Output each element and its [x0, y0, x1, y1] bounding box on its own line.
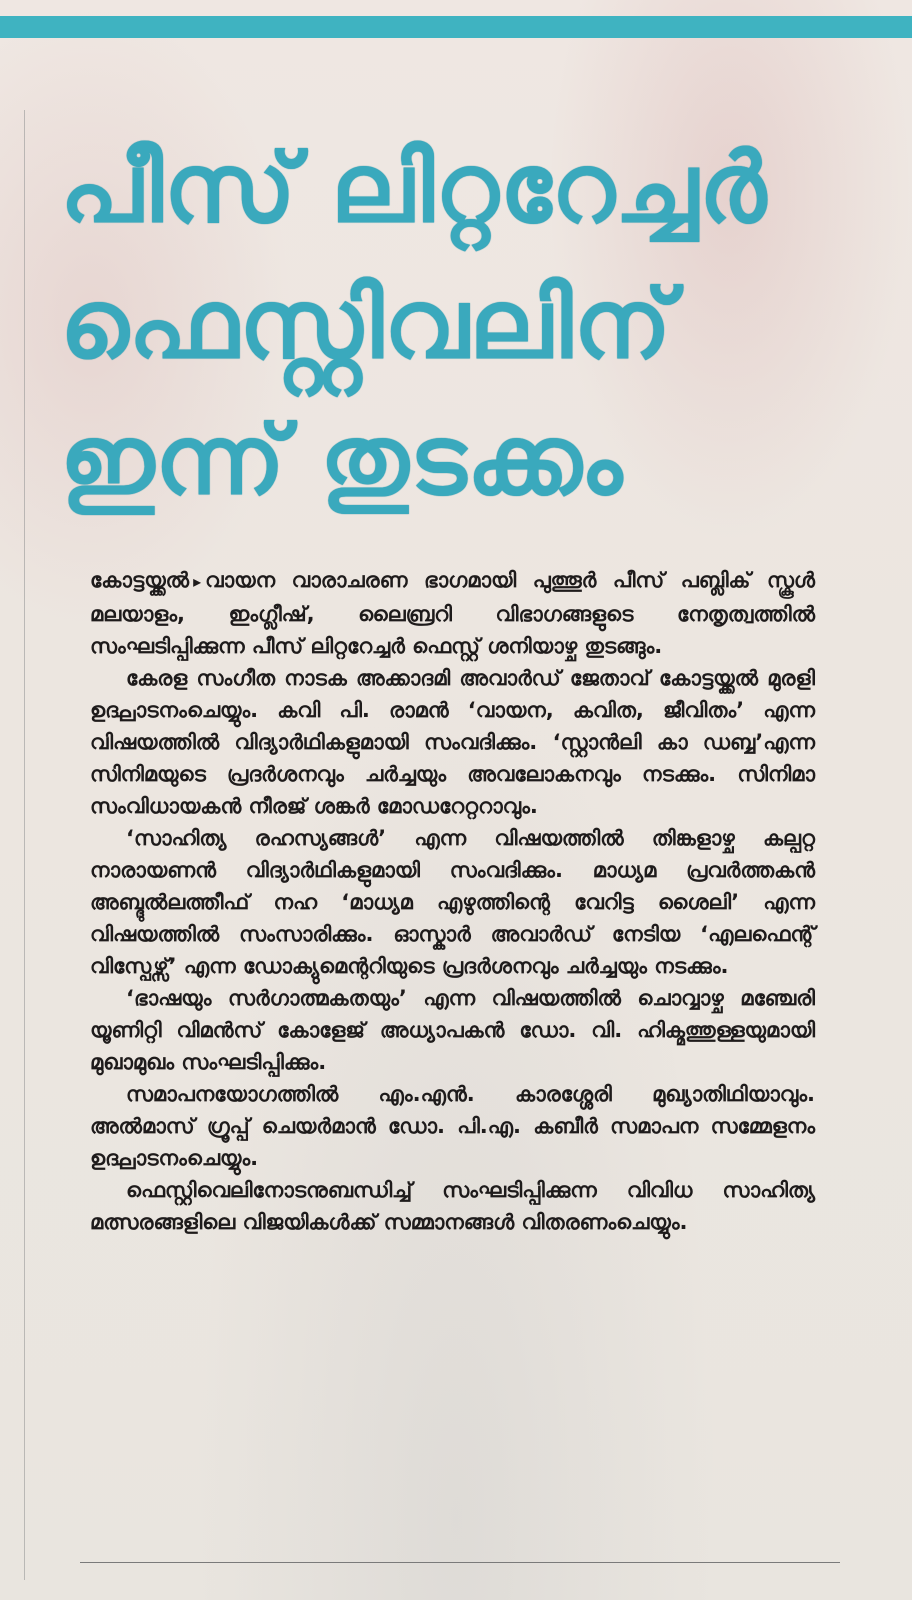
dateline-arrow-icon: ▸	[193, 572, 202, 591]
article-paragraph-4: ‘ഭാഷയും സർഗാത്മകതയും’ എന്ന വിഷയത്തിൽ ചൊവ്വാഴ്ച മഞ്ചേരി യൂണിറ്റി വിമൻസ് കോളേജ് അധ്യാപകൻ ഡോ. വി. ഹിക്മത്തുള്ളയുമായി മുഖാമുഖം സംഘടിപ്പിക്കും.	[90, 986, 815, 1074]
article-paragraph-6: ഫെസ്റ്റിവെലിനോടനുബന്ധിച്ച് സംഘടിപ്പിക്കുന്ന വിവിധ സാഹിത്യ മത്സരങ്ങളിലെ വിജയികൾക്ക് സമ്മാനങ്ങൾ വിതരണംചെയ്യും.	[90, 1178, 815, 1234]
bottom-rule	[80, 1562, 840, 1563]
headline	[60, 120, 890, 528]
column-divider	[24, 110, 25, 1580]
headline-line-1: പീസ് ലിറ്ററേച്ചർ	[60, 132, 768, 244]
dateline: കോട്ടയ്ക്കൽ	[90, 568, 190, 592]
article-paragraph-2: കേരള സംഗീത നാടക അക്കാദമി അവാർഡ് ജേതാവ് കോട്ടയ്ക്കൽ മുരളി ഉദ്ഘാടനംചെയ്യും. കവി പി. രാമൻ ‘വായന, കവിത, ജീവിതം’ എന്ന വിഷയത്തിൽ വിദ്യാർഥികളുമായി സംവദിക്കും. ‘സ്റ്റാൻലി കാ ഡബ്ബ’എന്ന സിനിമയുടെ പ്രദർശനവും ചർച്ചയും അവലോകനവും നടക്കും. സിനിമാ സംവിധായകൻ നീരജ് ശങ്കർ മോഡറേറ്ററാവും.	[90, 666, 815, 818]
paragraph-1-text: വായന വാരാചരണ ഭാഗമായി പുത്തൂർ പീസ് പബ്ലിക് സ്കൂൾ മലയാളം, ഇംഗ്ലീഷ്, ലൈബ്രറി വിഭാഗങ്ങളുടെ നേതൃത്വത്തിൽ സംഘടിപ്പിക്കുന്ന പീസ് ലിറ്ററേച്ചർ ഫെസ്റ്റ് ശനിയാഴ്ച തുടങ്ങും.	[90, 568, 815, 658]
article-paragraph-3: ‘സാഹിത്യ രഹസ്യങ്ങൾ’ എന്ന വിഷയത്തിൽ തിങ്കളാഴ്ച കല്പറ്റ നാരായണൻ വിദ്യാർഥികളുമായി സംവദിക്കും. മാധ്യമ പ്രവർത്തകൻ അബ്ദുൽലത്തീഫ് നഹ ‘മാധ്യമ എഴുത്തിന്റെ വേറിട്ട ശൈലി’ എന്ന വിഷയത്തിൽ സംസാരിക്കും. ഓസ്കാർ അവാർഡ് നേടിയ ‘എലഫെന്റ് വിസ്പേഴ്സ്’ എന്ന ഡോക്യുമെന്ററിയുടെ പ്രദർശനവും ചർച്ചയും നടക്കും.	[90, 826, 815, 978]
headline-line-2: ഫെസ്റ്റിവലിന്	[60, 268, 673, 380]
headline-line-3: ഇന്ന് തുടക്കം	[60, 404, 624, 516]
article-paragraph-1	[90, 564, 815, 662]
top-color-rule	[0, 16, 912, 38]
article-body	[90, 564, 815, 1238]
article-paragraph-5: സമാപനയോഗത്തിൽ എം.എൻ. കാരശ്ശേരി മുഖ്യാതിഥിയാവും. അൽമാസ് ഗ്രൂപ്പ് ചെയർമാൻ ഡോ. പി.എ. കബീർ സമാപന സമ്മേളനം ഉദ്ഘാടനംചെയ്യും.	[90, 1082, 815, 1170]
